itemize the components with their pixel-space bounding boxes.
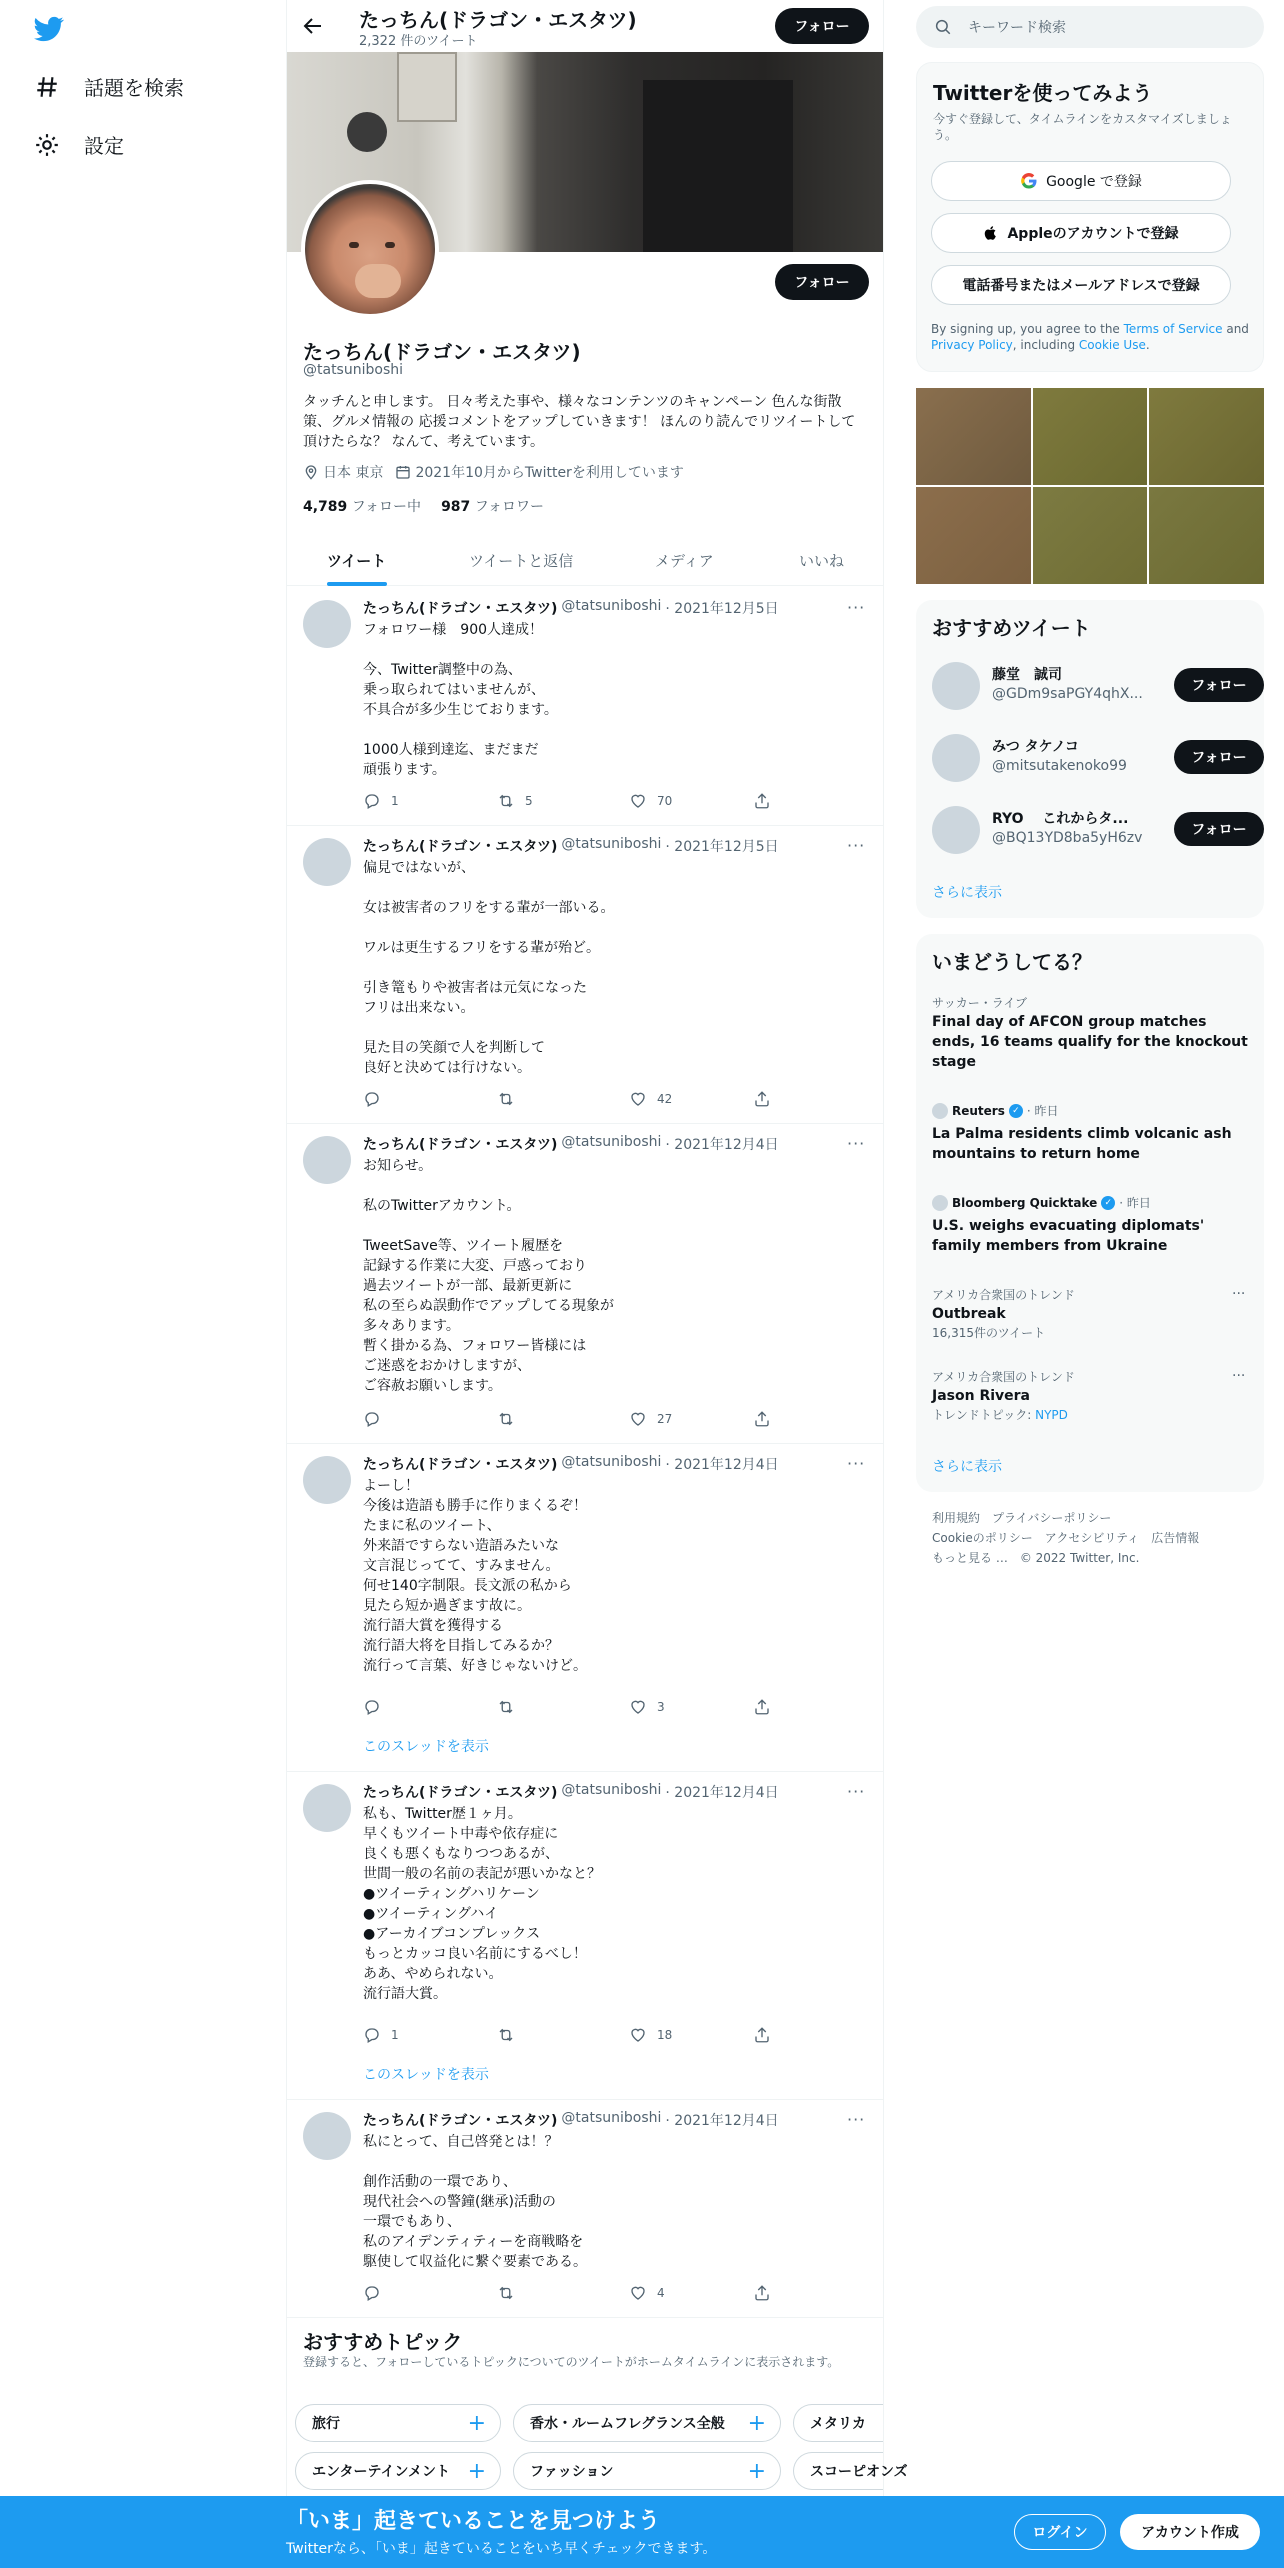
profile-location: [303, 462, 383, 482]
privacy-link[interactable]: Privacy Policy: [931, 338, 1013, 352]
nav-settings-label: 設定: [84, 134, 124, 158]
tweet[interactable]: [287, 1444, 883, 1772]
recommended-user-name: RYO これからタ...: [992, 811, 1129, 827]
tweet-author-name[interactable]: たっちん(ドラゴン・エスタツ): [363, 2113, 558, 2129]
avatar[interactable]: [303, 1456, 351, 1504]
avatar[interactable]: [932, 734, 980, 782]
tweet-actions: [363, 1090, 783, 1110]
reply-icon: [363, 2026, 381, 2044]
verified-badge-icon: ✓: [1009, 1104, 1023, 1118]
signup-subtitle: 今すぐ登録して、タイムラインをカスタマイズしましょう。: [933, 112, 1232, 142]
reply-button[interactable]: [363, 2284, 391, 2302]
profile-joined: [395, 462, 683, 482]
trend-item[interactable]: [932, 1102, 1248, 1164]
heart-icon: [629, 792, 647, 810]
share-button[interactable]: [753, 1410, 771, 1428]
more-icon[interactable]: ···: [847, 598, 866, 617]
retweet-button[interactable]: [497, 792, 533, 810]
reply-count: 1: [391, 794, 399, 808]
trend-topic: [932, 1406, 1248, 1424]
tweet-actions: [363, 2026, 783, 2046]
tab-media[interactable]: メディア: [655, 551, 714, 570]
recommended-user-handle: @GDm9saPGY4qhX...: [992, 686, 1143, 702]
topic-chip-label: 旅行: [312, 2416, 340, 2432]
media-thumb[interactable]: [916, 388, 1031, 485]
create-account-button[interactable]: アカウント作成: [1120, 2514, 1260, 2550]
banner-wall-box: [397, 52, 457, 122]
tweet[interactable]: [287, 826, 883, 1124]
recommended-user-name: 藤堂 誠司: [992, 667, 1062, 683]
heart-icon: [629, 1410, 647, 1428]
tab-tweets[interactable]: ツイート: [327, 551, 387, 570]
more-icon[interactable]: ···: [847, 1782, 866, 1801]
header-follow-button[interactable]: フォロー: [775, 8, 869, 44]
tweet-text: 偏見ではないが、 女は被害者のフリをする輩が一部いる。 ワルは更生するフリをする輩が殆ど。 引き篭もりや被害者は元気になった フリは出来ない。 見た目の笑顔で人を判断して 良好と決めては行けない。: [363, 860, 615, 1076]
tab-tweets-and-replies[interactable]: ツイートと返信: [469, 551, 574, 570]
footer-link[interactable]: 利用規約: [932, 1511, 981, 1525]
media-thumb[interactable]: [1149, 487, 1264, 584]
source-time: · 昨日: [1119, 1196, 1151, 1210]
apple-icon: [983, 225, 999, 241]
reply-button[interactable]: [363, 1698, 391, 1716]
plus-icon: +: [467, 2410, 486, 2436]
bottom-bar-subtitle: Twitterなら、「いま」起きていることをいち早くチェックできます。: [286, 2541, 717, 2557]
retweet-button[interactable]: [497, 1698, 525, 1716]
topic-chip[interactable]: [793, 2404, 883, 2442]
like-button[interactable]: [629, 2284, 665, 2302]
tweet-date[interactable]: · 2021年12月5日: [665, 839, 779, 855]
media-grid: [916, 388, 1264, 584]
heart-icon: [629, 2026, 647, 2044]
trend-title: Final day of AFCON group matches ends, 16 teams qualify for the knockout stage: [932, 1014, 1248, 1070]
more-icon[interactable]: ···: [1232, 1368, 1246, 1384]
terms-including: , including: [1012, 338, 1079, 352]
source-avatar: [932, 1103, 948, 1119]
share-icon: [753, 1090, 771, 1108]
plus-icon: +: [467, 2458, 486, 2484]
tweet-author-name[interactable]: たっちん(ドラゴン・エスタツ): [363, 839, 558, 855]
footer-link[interactable]: Cookieのポリシー: [932, 1531, 1033, 1545]
profile-joined-text: 2021年10月からTwitterを利用しています: [415, 465, 684, 481]
reply-count: 1: [391, 2028, 399, 2042]
topic-chip-label: ファッション: [530, 2464, 614, 2480]
recommended-tweets-card: [916, 600, 1264, 918]
location-pin-icon: [303, 464, 319, 480]
trend-item[interactable]: [932, 1286, 1248, 1342]
tweet-author-name[interactable]: たっちん(ドラゴン・エスタツ): [363, 1137, 558, 1153]
retweet-icon: [497, 2026, 515, 2044]
footer-link[interactable]: 広告情報: [1151, 1531, 1200, 1545]
share-icon: [753, 2026, 771, 2044]
profile-tabs: [287, 534, 883, 586]
tweet-actions: [363, 2284, 783, 2304]
tweet-text: お知らせ。 私のTwitterアカウント。 TweetSave等、ツイート履歴を 記録する作業に大変、戸惑っており 過去ツイートが一部、最新更新に 私の至らぬ誤動作でアップしてる現象が 多々あります。 暫く掛かる為、フォロワー皆様には ご迷惑をおかけしますが、 ご容赦お願いします。: [363, 1158, 615, 1394]
avatar[interactable]: [932, 662, 980, 710]
like-count: 70: [657, 794, 673, 808]
banner-doorway: [643, 80, 793, 252]
tweet-text: 私も、Twitter歴１ヶ月。 早くもツイート中毒や依存症に 良くも悪くもなりつつあるが、 世間一般の名前の表記が悪いかなと？ ●ツイーティングハリケーン ●ツイーティングハイ ●アーカイブコンプレックス もっとカッコ良い名前にするべし！ ああ、やめられない。 流行語大賞。: [363, 1806, 601, 2002]
retweet-button[interactable]: [497, 1090, 525, 1108]
trend-title: U.S. weighs evacuating diplomats' family members from Ukraine: [932, 1218, 1205, 1254]
main-column: [286, 0, 908, 2568]
like-count: 3: [657, 1700, 665, 1714]
avatar[interactable]: [303, 2112, 351, 2160]
heart-icon: [629, 1698, 647, 1716]
recommended-user[interactable]: [932, 730, 1248, 786]
tweet-author-name[interactable]: たっちん(ドラゴン・エスタツ): [363, 1785, 558, 1801]
tweet-header: [363, 598, 779, 618]
terms-prefix: By signing up, you agree to the: [931, 322, 1124, 336]
tweet-author-handle[interactable]: @tatsuniboshi: [561, 2110, 662, 2126]
happening-show-more[interactable]: さらに表示: [932, 1459, 1002, 1475]
avatar[interactable]: [303, 1136, 351, 1184]
show-thread-link[interactable]: このスレッドを表示: [363, 2067, 489, 2083]
terms-end: .: [1145, 338, 1150, 352]
source-time: · 昨日: [1026, 1104, 1059, 1118]
topic-chip-label: エンターテインメント: [312, 2464, 451, 2480]
avatar[interactable]: [303, 600, 351, 648]
trend-category: サッカー・ライブ: [932, 996, 1028, 1010]
recommended-follow-button[interactable]: フォロー: [1174, 812, 1264, 846]
reply-icon: [363, 792, 381, 810]
tweet-actions: [363, 1410, 783, 1430]
tweet[interactable]: [287, 1124, 883, 1444]
avatar[interactable]: [303, 1784, 351, 1832]
profile-follow-button[interactable]: フォロー: [775, 264, 869, 300]
like-count: 42: [657, 1092, 673, 1106]
tweet[interactable]: [287, 1772, 883, 2100]
footer-link[interactable]: プライバシーポリシー: [992, 1511, 1112, 1525]
cookie-link[interactable]: Cookie Use: [1078, 338, 1146, 352]
media-thumb[interactable]: [1033, 487, 1148, 584]
retweet-icon: [497, 1090, 515, 1108]
media-thumb[interactable]: [1033, 388, 1148, 485]
apple-signup-button[interactable]: [931, 213, 1231, 253]
google-icon: [1020, 172, 1038, 190]
followers-link[interactable]: [441, 496, 544, 516]
footer-links: [932, 1508, 1252, 1568]
tab-likes[interactable]: いいね: [799, 551, 845, 570]
retweet-button[interactable]: [497, 2026, 525, 2044]
topic-chip-label: 香水・ルームフレグランス全般: [530, 2416, 725, 2432]
avatar-eye-left: [349, 242, 359, 248]
source-name: Reuters: [952, 1104, 1005, 1118]
verified-badge-icon: ✓: [1101, 1196, 1115, 1210]
signup-title: Twitterを使ってみよう: [933, 81, 1153, 105]
trend-item[interactable]: [932, 1368, 1248, 1424]
google-signup-label: Google で登録: [1046, 174, 1142, 190]
tweet-date[interactable]: · 2021年12月5日: [665, 601, 779, 617]
share-icon: [753, 1410, 771, 1428]
footer-link[interactable]: アクセシビリティ: [1044, 1531, 1140, 1545]
share-button[interactable]: [753, 1090, 771, 1108]
trend-topic-prefix: トレンドトピック:: [932, 1408, 1036, 1422]
topic-chip-label: スコーピオンズ: [810, 2464, 908, 2480]
followers-count: 987: [441, 499, 471, 515]
calendar-icon: [395, 464, 411, 480]
share-icon: [753, 792, 771, 810]
footer-link[interactable]: もっと見る …: [932, 1551, 1008, 1565]
source-avatar: [932, 1195, 948, 1211]
trend-topic-link[interactable]: NYPD: [1035, 1408, 1068, 1422]
share-button[interactable]: [753, 792, 771, 810]
plus-icon: +: [747, 2410, 766, 2436]
share-icon: [753, 2284, 771, 2302]
tweet-author-name[interactable]: たっちん(ドラゴン・エスタツ): [363, 1457, 558, 1473]
retweet-icon: [497, 1698, 515, 1716]
phone-email-signup-label: 電話番号またはメールアドレスで登録: [962, 278, 1200, 294]
trend-category: アメリカ合衆国のトレンド: [932, 1370, 1075, 1384]
plus-icon: +: [747, 2458, 766, 2484]
tweet-actions: [363, 1698, 783, 1718]
share-button[interactable]: [753, 2284, 771, 2302]
trend-category: アメリカ合衆国のトレンド: [932, 1288, 1075, 1302]
recommended-user-handle: @mitsutakenoko99: [992, 758, 1127, 774]
tweet-text: よーし！ 今後は造語も勝手に作りまくるぞ！ たまに私のツイート、 外来語ですらない造語みたいな 文言混じってて、すみません。 何せ140字制限。長文派の私から 見たら短か過ぎます故に。 流行語大賞を獲得する 流行語大将を目指してみるか？ 流行って言葉、好きじゃないけど。: [363, 1478, 587, 1674]
more-icon[interactable]: ···: [847, 836, 866, 855]
search-input[interactable]: キーワード検索: [968, 20, 1066, 36]
reply-button[interactable]: [363, 2026, 399, 2044]
recommended-user-name: みつ タケノコ: [992, 739, 1079, 755]
like-count: 27: [657, 1412, 673, 1426]
whats-happening-card: [916, 934, 1264, 1492]
avatar-eye-right: [385, 242, 395, 248]
avatar[interactable]: [932, 806, 980, 854]
tweet-date[interactable]: · 2021年12月4日: [665, 1457, 779, 1473]
trend-tweet-count: 16,315件のツイート: [932, 1326, 1046, 1340]
trend-source: [932, 1194, 1248, 1212]
tweet-author-name[interactable]: たっちん(ドラゴン・エスタツ): [363, 601, 558, 617]
profile-meta: [303, 462, 684, 482]
tweet-author-handle[interactable]: @tatsuniboshi: [561, 1454, 662, 1470]
topic-chip[interactable]: [513, 2452, 781, 2490]
heart-icon: [629, 2284, 647, 2302]
retweet-button[interactable]: [497, 1410, 525, 1428]
recommended-user[interactable]: [932, 802, 1248, 858]
header-tweet-count: 2,322 件のツイート: [359, 34, 478, 49]
like-button[interactable]: [629, 792, 672, 810]
reply-button[interactable]: [363, 1410, 391, 1428]
reply-icon: [363, 1410, 381, 1428]
terms-link[interactable]: Terms of Service: [1123, 322, 1223, 336]
header-profile-name: たっちん(ドラゴン・エスタツ): [359, 8, 637, 32]
retweet-icon: [497, 1410, 515, 1428]
more-icon[interactable]: ···: [847, 2110, 866, 2129]
topic-chip[interactable]: [513, 2404, 781, 2442]
show-thread-link[interactable]: このスレッドを表示: [363, 1739, 489, 1755]
phone-email-signup-button[interactable]: [931, 265, 1231, 305]
recommended-user-handle: @BQ13YD8ba5yH6zv: [992, 830, 1143, 846]
like-button[interactable]: [629, 1090, 672, 1108]
happening-title: いまどうしてる？: [932, 950, 1092, 974]
login-button[interactable]: ログイン: [1014, 2514, 1106, 2550]
left-nav: [0, 0, 286, 2568]
tweet-header: [363, 1454, 779, 1474]
like-button[interactable]: [629, 1410, 672, 1428]
recommended-follow-button[interactable]: フォロー: [1174, 740, 1264, 774]
search-icon: [934, 18, 952, 36]
avatar[interactable]: [303, 838, 351, 886]
like-button[interactable]: [629, 1698, 665, 1716]
tweet-date[interactable]: · 2021年12月4日: [665, 1137, 779, 1153]
tweet-author-handle[interactable]: @tatsuniboshi: [561, 836, 662, 852]
tweet[interactable]: [287, 588, 883, 826]
active-tab-indicator: [327, 582, 387, 586]
google-signup-button[interactable]: [931, 161, 1231, 201]
trend-item[interactable]: [932, 994, 1248, 1072]
gear-icon: [34, 132, 60, 158]
profile-stats: [303, 496, 544, 516]
tweet-author-handle[interactable]: @tatsuniboshi: [561, 1134, 662, 1150]
avatar-hand: [355, 264, 401, 298]
like-count: 4: [657, 2286, 665, 2300]
topic-chip-label: メタリカ: [810, 2416, 866, 2432]
hashtag-icon: [34, 74, 60, 100]
more-icon[interactable]: ···: [847, 1454, 866, 1473]
nav-explore[interactable]: [34, 72, 184, 101]
retweet-count: 5: [525, 794, 533, 808]
recommended-user[interactable]: [932, 658, 1248, 714]
topic-chip[interactable]: [295, 2404, 501, 2442]
reply-icon: [363, 2284, 381, 2302]
following-label: フォロー中: [351, 499, 422, 515]
reply-icon: [363, 1698, 381, 1716]
reply-button[interactable]: [363, 792, 399, 810]
topic-chip[interactable]: [295, 2452, 501, 2490]
tweet-header: [363, 836, 779, 856]
profile-location-text: 日本 東京: [323, 465, 384, 481]
bottom-signup-bar: [0, 2496, 1284, 2568]
tweet-actions: [363, 792, 783, 812]
back-arrow-icon[interactable]: [301, 14, 325, 38]
banner-speaker: [347, 112, 387, 152]
reply-icon: [363, 1090, 381, 1108]
tweet-date[interactable]: · 2021年12月4日: [665, 1785, 779, 1801]
signup-terms: [931, 321, 1251, 353]
profile-avatar[interactable]: [301, 180, 439, 318]
tweet-header: [363, 1134, 779, 1154]
share-button[interactable]: [753, 1698, 771, 1716]
followers-label: フォロワー: [474, 499, 545, 515]
tweet-date[interactable]: · 2021年12月4日: [665, 2113, 779, 2129]
bottom-bar-title: 「いま」起きていることを見つけよう: [286, 2509, 661, 2534]
tweet-text: フォロワー様 900人達成！ 今、Twitter調整中の為、 乗っ取られてはいませんが、 不具合が多少生じております。 1000人様到達迄、まだまだ 頑張ります。: [363, 622, 558, 778]
terms-and: and: [1222, 322, 1249, 336]
twitter-logo-icon[interactable]: [34, 14, 64, 44]
search-bar[interactable]: [916, 6, 1264, 48]
trend-source: [932, 1102, 1248, 1120]
media-thumb[interactable]: [916, 487, 1031, 584]
share-icon: [753, 1698, 771, 1716]
retweet-icon: [497, 2284, 515, 2302]
retweet-icon: [497, 792, 515, 810]
trend-title: Outbreak: [932, 1306, 1006, 1322]
tweet-header: [363, 2110, 779, 2130]
source-name: Bloomberg Quicktake: [952, 1196, 1098, 1210]
profile-bio: タッチんと申します。 日々考えた事や、様々なコンテンツのキャンペーン 色んな街散策、グルメ情報の 応援コメントをアップしていきます！ ほんのり読んでリツイートして頂けたらな？ なんて、考えています。: [303, 394, 856, 450]
profile-handle: @tatsuniboshi: [303, 362, 403, 378]
tweet-text: 私にとって、自己啓発とは！？ 創作活動の一環であり、 現代社会への警鐘(継承)活動の 一環でもあり、 私のアイデンティティーを商戦略を 駆使して収益化に繋ぐ要素である。: [363, 2134, 587, 2270]
copyright: © 2022 Twitter, Inc.: [1019, 1551, 1140, 1565]
trend-item[interactable]: [932, 1194, 1248, 1256]
tweet-author-handle[interactable]: @tatsuniboshi: [561, 1782, 662, 1798]
trend-title: Jason Rivera: [932, 1388, 1030, 1404]
tweet[interactable]: [287, 2100, 883, 2318]
tweet-author-handle[interactable]: @tatsuniboshi: [561, 598, 662, 614]
trend-title: La Palma residents climb volcanic ash mountains to return home: [932, 1126, 1232, 1162]
nav-settings[interactable]: [34, 130, 124, 159]
recommended-follow-button[interactable]: フォロー: [1174, 668, 1264, 702]
signup-card: [916, 62, 1264, 372]
profile-name: たっちん(ドラゴン・エスタツ): [303, 340, 581, 364]
topic-chip[interactable]: [793, 2452, 908, 2490]
topics-subtitle: 登録すると、フォローしているトピックについてのツイートがホームタイムラインに表示されます。: [303, 2355, 840, 2369]
reply-button[interactable]: [363, 1090, 391, 1108]
recommended-title: おすすめツイート: [932, 616, 1091, 640]
recommended-show-more[interactable]: さらに表示: [932, 885, 1002, 901]
media-thumb[interactable]: [1149, 388, 1264, 485]
like-count: 18: [657, 2028, 673, 2042]
heart-icon: [629, 1090, 647, 1108]
apple-signup-label: Appleのアカウントで登録: [1007, 226, 1179, 242]
share-button[interactable]: [753, 2026, 771, 2044]
profile-header-bar: [287, 0, 883, 52]
retweet-button[interactable]: [497, 2284, 525, 2302]
more-icon[interactable]: ···: [847, 1134, 866, 1153]
following-link[interactable]: [303, 496, 421, 516]
tweet-header: [363, 1782, 779, 1802]
like-button[interactable]: [629, 2026, 672, 2044]
topics-title: おすすめトピック: [303, 2330, 463, 2354]
nav-explore-label: 話題を検索: [84, 76, 184, 100]
following-count: 4,789: [303, 499, 348, 515]
more-icon[interactable]: ···: [1232, 1286, 1246, 1302]
